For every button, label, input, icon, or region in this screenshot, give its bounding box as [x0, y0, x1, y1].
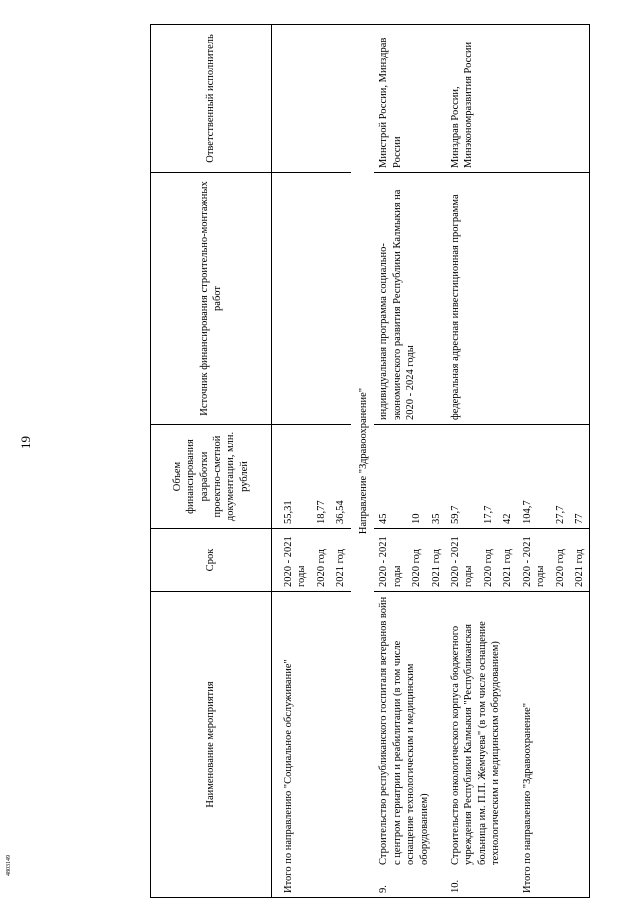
volume-cell: 42 — [498, 425, 517, 529]
term-cell: 2020 год — [551, 529, 570, 592]
document-code: 4803149 — [6, 855, 12, 876]
header-term: Срок — [151, 529, 272, 592]
table-row — [570, 24, 590, 897]
header-volume: Объем финансирования разработки проектно-сметной документации, млн. рублей — [151, 425, 272, 529]
item-responsible: Минздрав России, Минэкономразвития России — [446, 24, 518, 172]
table-row — [551, 24, 570, 897]
volume-cell: 27,7 — [551, 425, 570, 529]
table-row — [312, 24, 331, 897]
term-cell: 2020 - 2021 годы — [518, 529, 551, 592]
item-9-name — [374, 592, 446, 898]
item-10-name — [446, 592, 518, 898]
table-row — [374, 24, 407, 897]
item-number: 9. — [378, 885, 390, 893]
rotated-table-block — [150, 25, 628, 898]
term-cell: 2021 год — [427, 529, 446, 592]
volume-cell: 55,31 — [272, 425, 312, 529]
header-name: Наименование мероприятия — [151, 592, 272, 898]
header-source: Источник финансирования строительно-монтажных работ — [151, 172, 272, 424]
volume-cell: 18,77 — [312, 425, 331, 529]
page-number: 19 — [18, 436, 33, 449]
volume-cell: 35 — [427, 425, 446, 529]
term-cell: 2021 год — [570, 529, 590, 592]
item-source: федеральная адресная инвестиционная программа — [446, 172, 518, 424]
volume-cell: 45 — [374, 425, 407, 529]
term-cell: 2021 год — [331, 529, 350, 592]
item-name: Строительство республиканского госпиталя ветеранов войн с центром гериатрии и реабилитации (в том числе оснащение технологическим и медицинским оборудованием) — [378, 596, 430, 865]
term-cell: 2020 год — [312, 529, 331, 592]
volume-cell: 104,7 — [518, 425, 551, 529]
volume-cell: 77 — [570, 425, 590, 529]
table-row — [272, 24, 312, 897]
activities-table — [150, 24, 590, 898]
table-row — [446, 24, 479, 897]
item-number: 10. — [449, 879, 461, 893]
header-row — [151, 24, 272, 897]
table-row — [331, 24, 350, 897]
volume-cell: 59,7 — [446, 425, 479, 529]
term-cell: 2020 год — [407, 529, 426, 592]
item-responsible: Минстрой России, Минздрав России — [374, 24, 446, 172]
volume-cell: 10 — [407, 425, 426, 529]
term-cell: 2020 год — [479, 529, 498, 592]
term-cell: 2020 - 2021 годы — [374, 529, 407, 592]
volume-cell: 36,54 — [331, 425, 350, 529]
table-row — [518, 24, 551, 897]
term-cell: 2020 - 2021 годы — [272, 529, 312, 592]
volume-cell: 17,7 — [479, 425, 498, 529]
item-name: Строительство онкологического корпуса бюджетного учреждения Республики Калмыкия "Республиканская больница им. П.П. Жемчуева" (в том числе оснащение технологическим и медицинским оборудованием) — [449, 621, 502, 865]
header-responsible: Ответственный исполнитель — [151, 24, 272, 172]
direction-heading: Направление "Здравоохранение" — [351, 24, 374, 897]
item-source: индивидуальная программа социально-экономического развития Республики Калмыкия на 2020 - 2024 годы — [374, 172, 446, 424]
term-cell: 2020 - 2021 годы — [446, 529, 479, 592]
social-total-name: Итого по направлению "Социальное обслуживание" — [272, 592, 312, 898]
term-cell: 2021 год — [498, 529, 517, 592]
health-total-name: Итого по направлению "Здравоохранение" — [518, 592, 551, 898]
direction-row — [351, 24, 374, 897]
